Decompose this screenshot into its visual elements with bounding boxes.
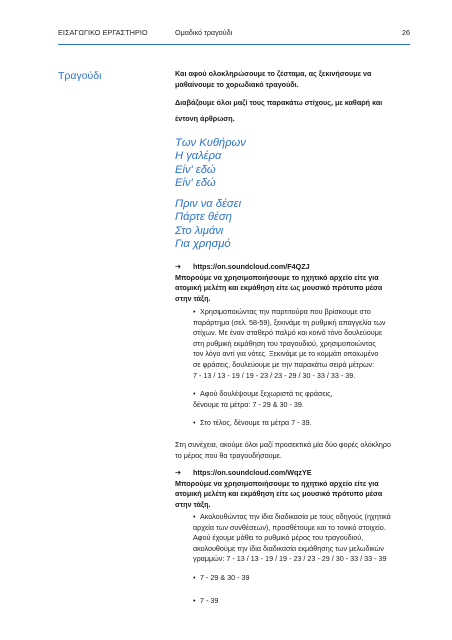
lyric-line: Για χρησμό [175, 238, 231, 251]
melody-join-step [175, 573, 420, 584]
paragraph-line: το μέρος που θα τραγουδήσουμε. [175, 450, 282, 460]
melody-instructions [175, 512, 420, 565]
list-item-line: παράρτημα (σελ. 58-59), ξεκινάμε τη ρυθμική απαγγελία των [193, 317, 386, 327]
link-description: Μπορούμε να χρησιμοποιήσουμε το ηχητικό αρχείο είτε για [175, 272, 379, 282]
intro-line: Και αφού ολοκληρώσουμε το ζέσταμα, ας ξεκινήσουμε να [175, 69, 372, 78]
final-join-step [175, 418, 420, 429]
lyric-line: Πριν να δέσει [175, 198, 242, 210]
list-item-line: • Αφού δουλέψουμε ξεχωριστά τις φράσεις, [193, 389, 333, 398]
read-instruction [175, 98, 420, 124]
list-item-line: τον λόγο αντί για νότες. Ξεκινάμε με το κομμάτι οποιωμένο [193, 349, 379, 359]
list-item-line: • Στο τέλος, δένουμε τα μέτρα 7 - 39. [193, 418, 312, 427]
running-header [58, 28, 410, 42]
list-item-line: • 7 - 39 [193, 596, 219, 605]
list-item-line: στίχων. Με έναν σταθερό παλμό και κοινό τόνο δουλεύουμε [193, 328, 383, 338]
rhythm-instructions [175, 307, 420, 381]
lyric-line: Πάρτε θέση [175, 211, 232, 224]
intro-paragraph [175, 69, 420, 90]
page-number: 26 [402, 28, 410, 37]
lyric-line: Είν' εδώ [175, 177, 216, 190]
link-description: στην τάξη. [175, 293, 211, 303]
bullet-icon: • [193, 418, 196, 427]
arrow-right-icon: ➔ [175, 468, 182, 477]
header-rule [58, 44, 410, 45]
lyric-line: Η γαλέρα [175, 150, 222, 163]
side-title: Τραγούδι [58, 70, 102, 82]
audio-link-2[interactable]: https://on.soundcloud.com/WqzYE [193, 468, 312, 477]
melody-final-step [175, 596, 420, 607]
intro-line: Διαβάζουμε όλοι μαζί τους παρακάτω στίχους, με καθαρή και [175, 98, 383, 107]
audio-link-1-block [175, 262, 420, 304]
bullet-icon: • [193, 389, 196, 398]
list-item-line: • Ακολουθώντας την ίδια διαδικασία με τους οδηγούς (ηχητικά [193, 512, 391, 521]
lyrics-stanza-2 [175, 198, 420, 252]
section-label: Ομαδικό τραγούδι [175, 28, 233, 37]
list-item-line: Αφού έχουμε μάθει το ρυθμικό μέρος του τραγουδιού, [193, 533, 364, 543]
lyric-line: Στο λιμάνι [175, 224, 224, 237]
audio-link-1[interactable]: https://on.soundcloud.com/F4QZJ [193, 262, 310, 271]
listen-paragraph [175, 440, 420, 461]
bullet-icon: • [193, 596, 196, 605]
audio-link-2-block [175, 468, 420, 510]
intro-line: έντονη άρθρωση. [175, 113, 235, 123]
list-item-line: δένουμε τα μέτρα: 7 - 29 & 30 - 39. [193, 399, 304, 409]
list-item-line: • Χρησιμοποιώντας την παρτιτούρα που βρίσκουμε στο [193, 307, 371, 316]
chapter-label: ΕΙΣΑΓΩΓΙΚΟ ΕΡΓΑΣΤΗΡΙΟ [58, 28, 148, 37]
paragraph-line: Στη συνέχεια, ακούμε όλοι μαζί προσεκτικά μία δύο φορές ολόκληρο [175, 440, 391, 449]
list-item-line: στη ρυθμική εκμάθηση του τραγουδιού, χρησιμοποιώντας [193, 338, 376, 348]
link-description: ατομική μελέτη και εκμάθηση είτε ως μουσικό πρότυπο μέσα [175, 489, 383, 499]
list-item-line: • 7 - 29 & 30 - 39 [193, 573, 250, 582]
lyric-line: Είν' εδώ [175, 163, 216, 176]
join-phrases-step [175, 389, 420, 410]
lyrics-stanza-1 [175, 137, 420, 191]
list-item-line: γραμμών: 7 - 13 / 13 - 19 / 19 - 23 / 23 - 29 / 30 - 33 / 33 - 39 [193, 554, 387, 564]
link-description: Μπορούμε να χρησιμοποιήσουμε το ηχητικό αρχείο είτε για [175, 478, 379, 488]
link-description: ατομική μελέτη και εκμάθηση είτε ως μουσικό πρότυπο μέσα [175, 283, 383, 293]
list-item-line: ακολουθούμε την ίδια διαδικασία εκμάθησης των μελωδικών [193, 543, 384, 553]
link-description: στην τάξη. [175, 499, 211, 509]
bullet-icon: • [193, 307, 196, 316]
intro-line: μαθαίνουμε το χορωδιακό τραγούδι. [175, 79, 299, 89]
list-item-line: 7 - 13 / 13 - 19 / 19 - 23 / 23 - 29 / 30 - 33 / 33 - 39. [193, 370, 356, 380]
bullet-icon: • [193, 573, 196, 582]
lyric-line: Των Κυθήρων [175, 137, 246, 149]
arrow-right-icon: ➔ [175, 262, 182, 271]
list-item-line: αρχεία των συνθέσεων), προσθέτουμε και το τονικό στοιχείο. [193, 522, 386, 532]
list-item-line: σε φράσεις, δουλεύουμε με την παρακάτω σειρά μέτρων: [193, 359, 375, 369]
bullet-icon: • [193, 512, 196, 521]
